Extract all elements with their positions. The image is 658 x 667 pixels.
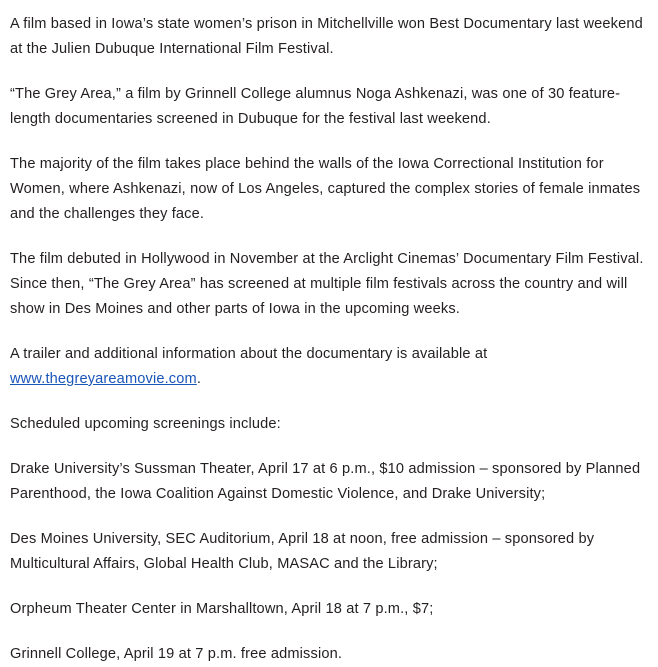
article-paragraph: The majority of the film takes place behind the walls of the Iowa Correctional Institution for Women, where Ashkenazi, now of Los Angeles, captured the complex stories of female inmates and the challenges they face.: [10, 156, 641, 222]
screening-listing: Orpheum Theater Center in Marshalltown, April 18 at 7 p.m., $7;: [10, 601, 434, 617]
screening-listing: Drake University’s Sussman Theater, April 17 at 6 p.m., $10 admission – sponsored by Planned Parenthood, the Iowa Coalition Against Domestic Violence, and Drake University;: [10, 461, 641, 502]
trailer-trailing-text: .: [196, 371, 202, 387]
trailer-paragraph: [10, 342, 648, 392]
article-paragraph: The film debuted in Hollywood in November at the Arclight Cinemas’ Documentary Film Festival. Since then, “The Grey Area” has screened at multiple film festivals across the country and will show in Des Moines and other parts of Iowa in the upcoming weeks.: [10, 251, 644, 317]
trailer-lead-text: A trailer and additional information about the documentary is available at: [10, 346, 488, 362]
screening-listing: Des Moines University, SEC Auditorium, April 18 at noon, free admission – sponsored by Multicultural Affairs, Global Health Club, MASAC and the Library;: [10, 531, 595, 572]
screenings-intro-paragraph: Scheduled upcoming screenings include:: [10, 416, 281, 432]
article-paragraph: A film based in Iowa’s state women’s prison in Mitchellville won Best Documentary last weekend at the Julien Dubuque International Film Festival.: [10, 16, 643, 57]
article-paragraph: “The Grey Area,” a film by Grinnell College alumnus Noga Ashkenazi, was one of 30 feature-length documentaries screened in Dubuque for the festival last weekend.: [10, 86, 621, 127]
screening-listing: Grinnell College, April 19 at 7 p.m. free admission.: [10, 646, 343, 662]
trailer-website-link[interactable]: www.thegreyareamovie.com: [10, 371, 197, 387]
